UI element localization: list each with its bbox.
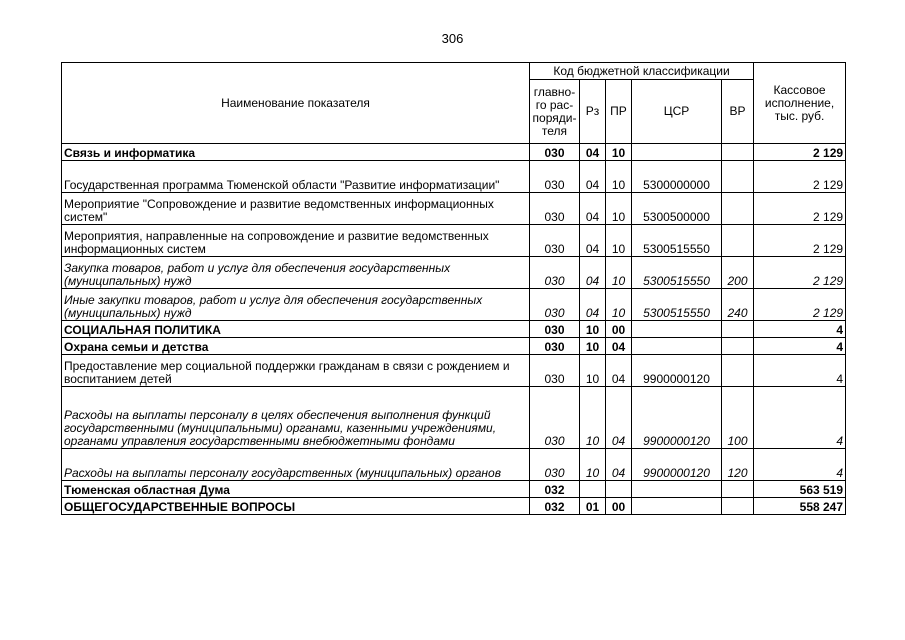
cell-vr xyxy=(722,481,754,498)
cell-glavny: 030 xyxy=(530,321,580,338)
cell-name: Расходы на выплаты персоналу государственных (муниципальных) органов xyxy=(62,449,530,481)
cell-rz: 10 xyxy=(580,387,606,449)
cell-vr xyxy=(722,338,754,355)
cell-sum: 2 129 xyxy=(754,225,846,257)
table-row xyxy=(62,289,846,321)
table-row xyxy=(62,225,846,257)
cell-sum: 2 129 xyxy=(754,289,846,321)
cell-csr: 5300515550 xyxy=(632,257,722,289)
header-name: Наименование показателя xyxy=(62,63,530,144)
cell-sum: 2 129 xyxy=(754,161,846,193)
header-glavny: главно-го рас-поряди-теля xyxy=(530,80,580,144)
cell-glavny: 030 xyxy=(530,449,580,481)
cell-sum: 2 129 xyxy=(754,193,846,225)
cell-name: Иные закупки товаров, работ и услуг для обеспечения государственных (муниципальных) нужд xyxy=(62,289,530,321)
cell-sum: 4 xyxy=(754,338,846,355)
cell-sum: 2 129 xyxy=(754,257,846,289)
cell-rz: 10 xyxy=(580,338,606,355)
cell-sum: 2 129 xyxy=(754,144,846,161)
table-row xyxy=(62,144,846,161)
cell-glavny: 030 xyxy=(530,144,580,161)
cell-name: Расходы на выплаты персоналу в целях обеспечения выполнения функций государственными (муниципальными) органами, казенными учреждениями, органами управления государственными внебюджетными фондами xyxy=(62,387,530,449)
cell-rz xyxy=(580,481,606,498)
cell-glavny: 030 xyxy=(530,257,580,289)
cell-pr: 00 xyxy=(606,321,632,338)
cell-glavny: 030 xyxy=(530,161,580,193)
cell-csr: 5300500000 xyxy=(632,193,722,225)
cell-glavny: 032 xyxy=(530,498,580,515)
table-row xyxy=(62,449,846,481)
cell-rz: 04 xyxy=(580,225,606,257)
cell-csr xyxy=(632,498,722,515)
budget-table xyxy=(61,62,846,515)
cell-vr xyxy=(722,144,754,161)
cell-pr: 04 xyxy=(606,387,632,449)
cell-rz: 10 xyxy=(580,449,606,481)
cell-pr: 10 xyxy=(606,289,632,321)
cell-csr: 5300515550 xyxy=(632,225,722,257)
cell-csr: 9900000120 xyxy=(632,355,722,387)
table-row xyxy=(62,193,846,225)
cell-rz: 04 xyxy=(580,144,606,161)
cell-vr xyxy=(722,355,754,387)
cell-glavny: 030 xyxy=(530,225,580,257)
cell-glavny: 030 xyxy=(530,338,580,355)
cell-glavny: 030 xyxy=(530,193,580,225)
page-number: 306 xyxy=(441,31,464,46)
cell-sum: 4 xyxy=(754,387,846,449)
cell-pr: 10 xyxy=(606,257,632,289)
cell-pr: 04 xyxy=(606,338,632,355)
cell-pr: 04 xyxy=(606,355,632,387)
cell-name: СОЦИАЛЬНАЯ ПОЛИТИКА xyxy=(62,321,530,338)
cell-name: Мероприятия, направленные на сопровождение и развитие ведомственных информационных систем xyxy=(62,225,530,257)
header-rz: Рз xyxy=(580,80,606,144)
cell-glavny: 030 xyxy=(530,289,580,321)
cell-sum: 4 xyxy=(754,321,846,338)
cell-sum: 558 247 xyxy=(754,498,846,515)
cell-rz: 01 xyxy=(580,498,606,515)
cell-name: Предоставление мер социальной поддержки гражданам в связи с рождением и воспитанием детей xyxy=(62,355,530,387)
header-kassovoe: Кассовое исполнение, тыс. руб. xyxy=(754,63,846,144)
table-row xyxy=(62,498,846,515)
cell-csr: 9900000120 xyxy=(632,449,722,481)
cell-pr xyxy=(606,481,632,498)
header-csr: ЦСР xyxy=(632,80,722,144)
cell-sum: 4 xyxy=(754,355,846,387)
cell-rz: 10 xyxy=(580,321,606,338)
header-kod-group: Код бюджетной классификации xyxy=(530,63,754,80)
cell-vr: 120 xyxy=(722,449,754,481)
cell-vr xyxy=(722,321,754,338)
cell-rz: 04 xyxy=(580,161,606,193)
table-row xyxy=(62,257,846,289)
cell-rz: 04 xyxy=(580,257,606,289)
table-row xyxy=(62,338,846,355)
table-row xyxy=(62,387,846,449)
cell-name: ОБЩЕГОСУДАРСТВЕННЫЕ ВОПРОСЫ xyxy=(62,498,530,515)
cell-csr xyxy=(632,338,722,355)
cell-pr: 10 xyxy=(606,161,632,193)
cell-vr: 100 xyxy=(722,387,754,449)
cell-vr xyxy=(722,225,754,257)
table-row xyxy=(62,321,846,338)
table-row xyxy=(62,161,846,193)
cell-name: Мероприятие "Сопровождение и развитие ведомственных информационных систем" xyxy=(62,193,530,225)
cell-glavny: 030 xyxy=(530,387,580,449)
cell-rz: 04 xyxy=(580,193,606,225)
cell-name: Охрана семьи и детства xyxy=(62,338,530,355)
cell-vr: 240 xyxy=(722,289,754,321)
cell-csr xyxy=(632,481,722,498)
cell-pr: 10 xyxy=(606,225,632,257)
cell-sum: 563 519 xyxy=(754,481,846,498)
header-vr: ВР xyxy=(722,80,754,144)
cell-glavny: 030 xyxy=(530,355,580,387)
cell-name: Тюменская областная Дума xyxy=(62,481,530,498)
table-body xyxy=(62,144,846,515)
cell-pr: 00 xyxy=(606,498,632,515)
cell-vr xyxy=(722,161,754,193)
cell-vr xyxy=(722,193,754,225)
cell-vr xyxy=(722,498,754,515)
cell-pr: 10 xyxy=(606,193,632,225)
cell-name: Государственная программа Тюменской области "Развитие информатизации" xyxy=(62,161,530,193)
cell-pr: 04 xyxy=(606,449,632,481)
cell-name: Связь и информатика xyxy=(62,144,530,161)
cell-rz: 04 xyxy=(580,289,606,321)
table-row xyxy=(62,481,846,498)
cell-csr xyxy=(632,144,722,161)
cell-csr: 5300515550 xyxy=(632,289,722,321)
cell-csr: 9900000120 xyxy=(632,387,722,449)
cell-vr: 200 xyxy=(722,257,754,289)
cell-sum: 4 xyxy=(754,449,846,481)
cell-pr: 10 xyxy=(606,144,632,161)
cell-glavny: 032 xyxy=(530,481,580,498)
cell-csr xyxy=(632,321,722,338)
header-pr: ПР xyxy=(606,80,632,144)
cell-csr: 5300000000 xyxy=(632,161,722,193)
cell-name: Закупка товаров, работ и услуг для обеспечения государственных (муниципальных) нужд xyxy=(62,257,530,289)
table-row xyxy=(62,355,846,387)
cell-rz: 10 xyxy=(580,355,606,387)
